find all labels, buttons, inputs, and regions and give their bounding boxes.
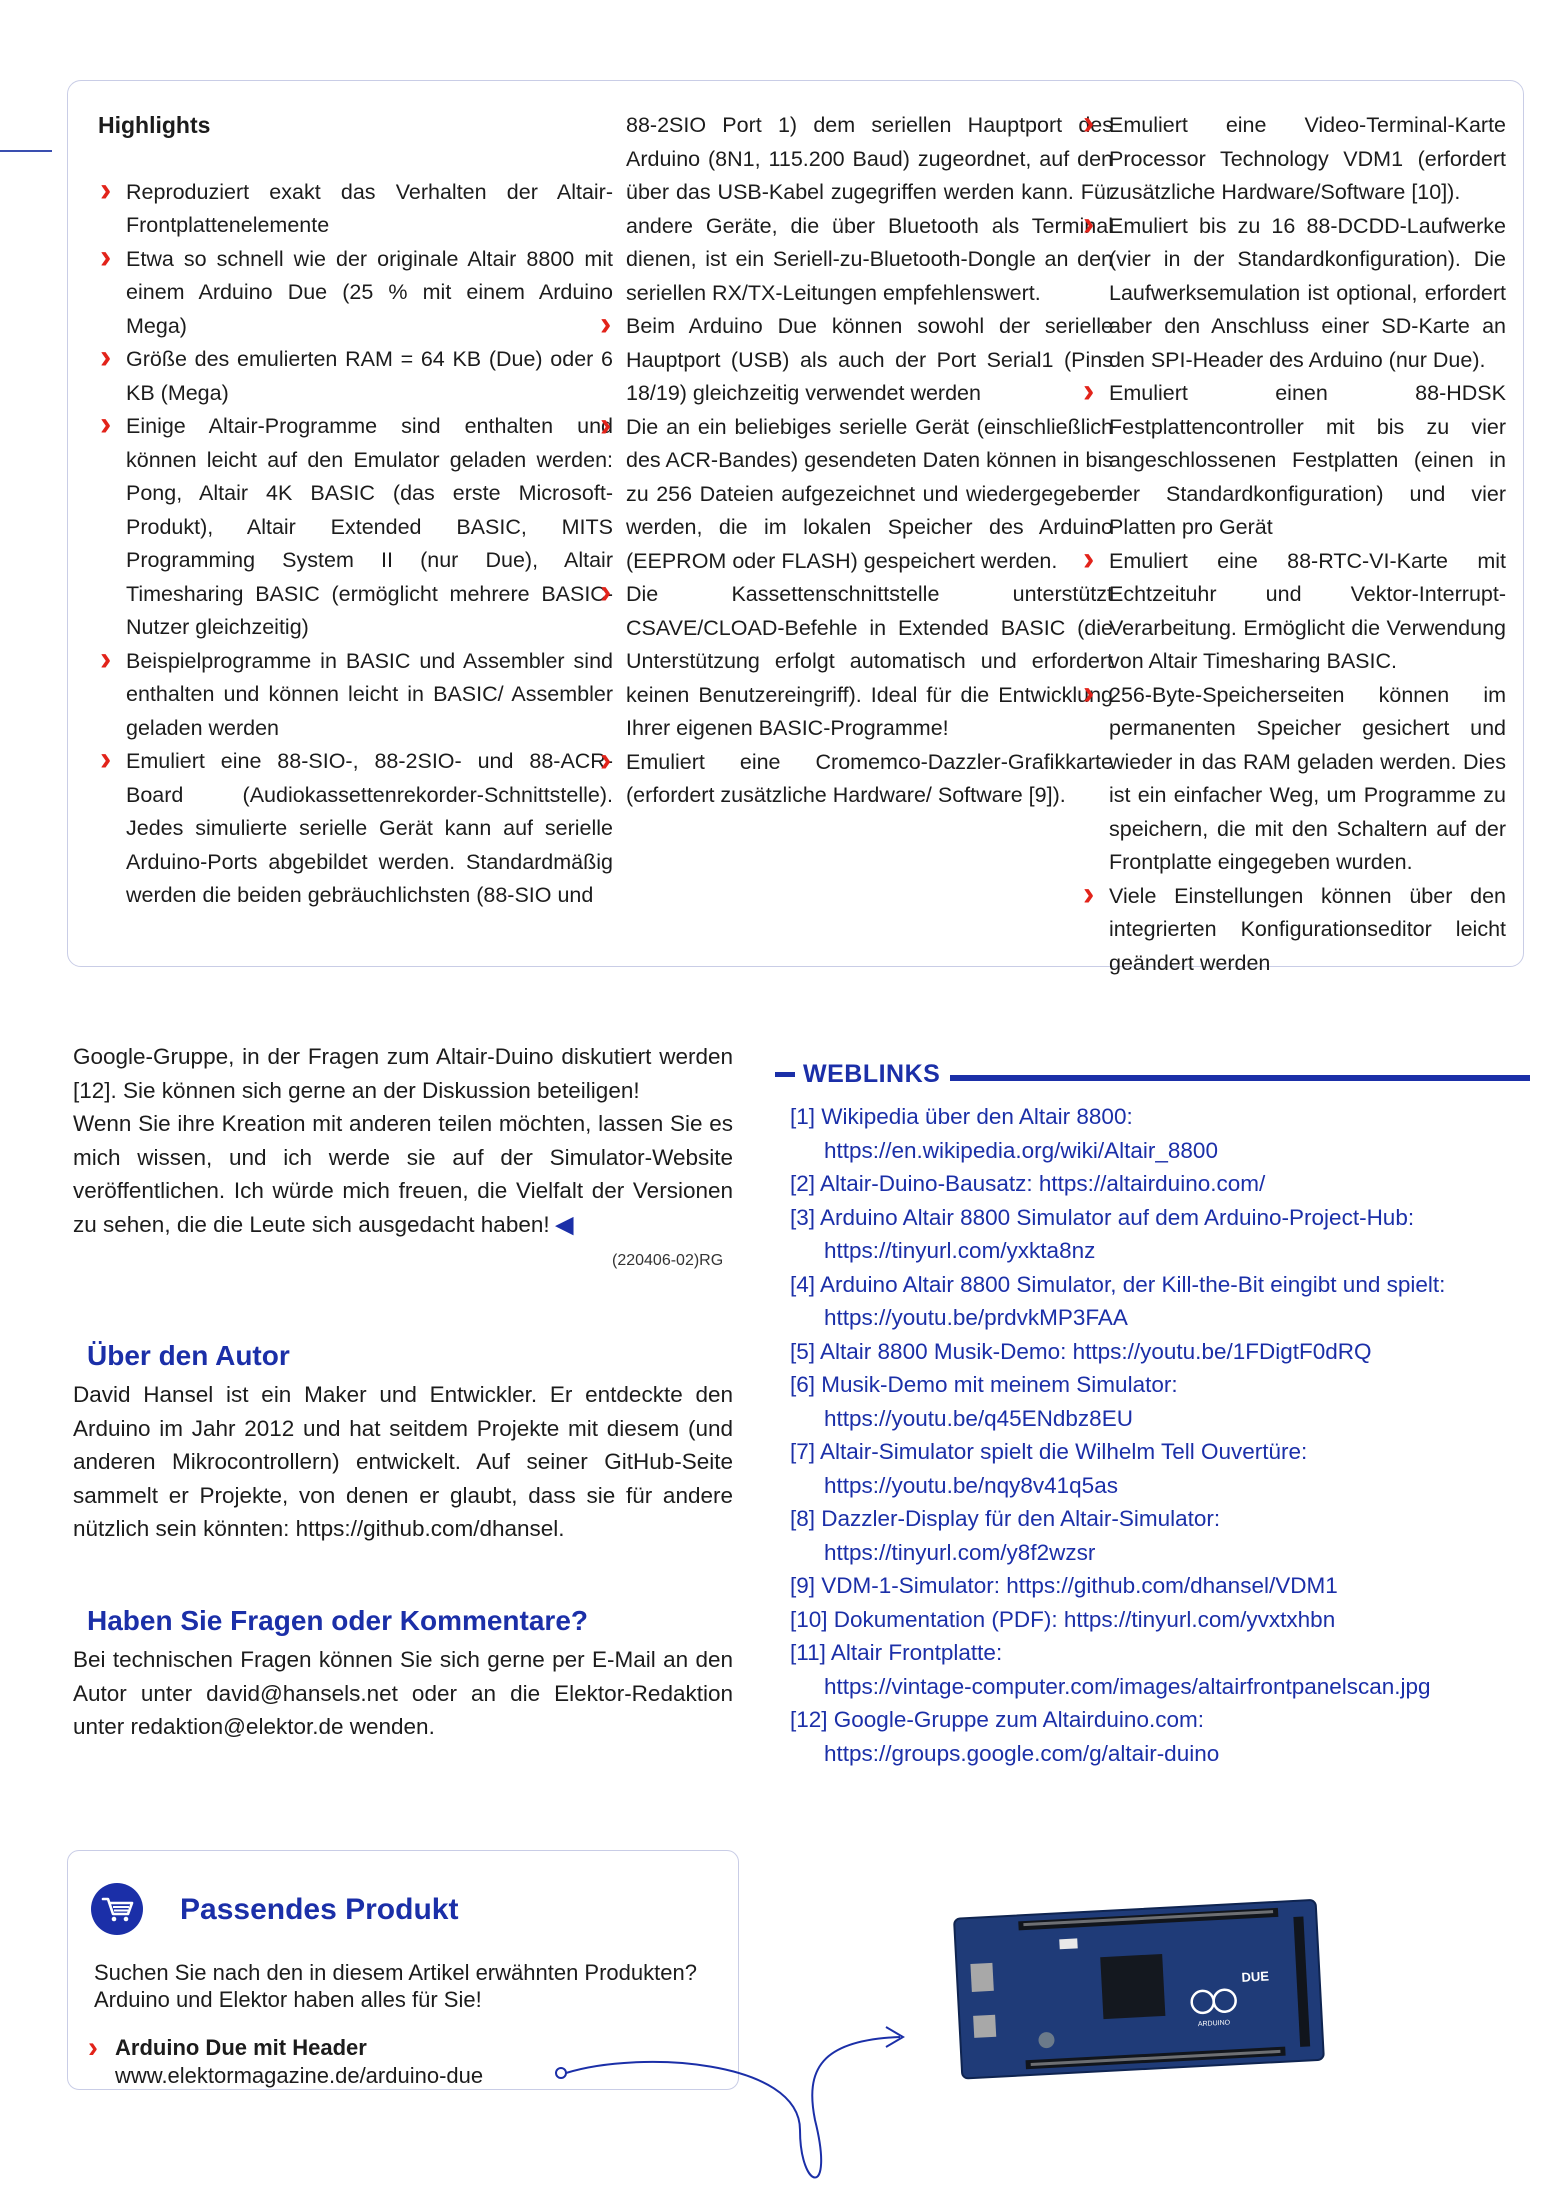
weblink-url[interactable]: https://en.wikipedia.org/wiki/Altair_8800 [824,1137,1218,1163]
author-text: David Hansel ist ein Maker und Entwickler. Er entdeckte den Arduino im Jahr 2012 und hat seitdem Projekte mit diesem (und anderen Mikrocontrollern) entwickelt. Auf seiner GitHub-Seite sammelt er Projekte, von denen er glaubt, dass sie für andere nützlich sein könnten: https://github.com/dhansel. [73,1382,733,1541]
closing-paragraph-1: Google-Gruppe, in der Fragen zum Altair-Duino diskutiert werden [12]. Sie können sich gerne an der Diskussion beteiligen! [73,1044,733,1103]
weblink-item[interactable] [790,1167,1535,1201]
highlight-item: › Emuliert eine 88-SIO-, 88-2SIO- und 88-ACR-Board (Audiokassettenrekorder-Schnittstelle). Jedes simulierte serielle Gerät kann auf serielle Arduino-Ports abgebildet werden. Standardmäßig werden die beiden gebräuchlichsten (88-SIO und [98,745,613,913]
weblink-label: [10] Dokumentation (PDF): https://tinyurl.com/yvxtxhbn [790,1606,1336,1632]
product-description: Suchen Sie nach den in diesem Artikel erwähnten Produkten? Arduino und Elektor haben alles für Sie! [94,1960,697,2012]
product-name: Arduino Due mit Header [115,2035,367,2060]
weblinks-rule [950,1075,1530,1081]
highlight-item: › Emuliert eine 88-RTC-VI-Karte mit Echtzeituhr und Vektor-Interrupt-Verarbeitung. Ermöglicht die Verwendung von Altair Timesharing BASIC. [1081,545,1506,679]
highlights-box [67,80,1524,975]
highlight-item: › Die Kassettenschnittstelle unterstützt CSAVE/CLOAD-Befehle in Extended BASIC (die Unterstützung erfolgt automatisch und erfordert keinen Benutzereingriff). Ideal für die Entwicklung Ihrer eigenen BASIC-Programme! [598,578,1113,746]
weblink-url[interactable]: https://youtu.be/nqy8v41q5as [824,1472,1118,1498]
product-link[interactable]: www.elektormagazine.de/arduino-due [115,2063,484,2088]
weblinks-list [790,1100,1535,1770]
weblink-label: [1] Wikipedia über den Altair 8800: [790,1104,1133,1129]
highlight-item: › Beim Arduino Due können sowohl der serielle Hauptport (USB) als auch der Port Serial1 (Pins 18/19) gleichzeitig verwendet werden [598,310,1113,411]
closing-paragraphs [73,1040,733,1241]
weblink-url[interactable]: https://youtu.be/q45ENdbz8EU [824,1405,1133,1431]
highlight-item: › Reproduziert exakt das Verhalten der Altair-Frontplattenelemente [98,176,613,243]
highlight-item: › Beispielprogramme in BASIC und Assembler sind enthalten und können leicht in BASIC/ Assembler geladen werden [98,645,613,746]
questions-text: Bei technischen Fragen können Sie sich gerne per E-Mail an den Autor unter david@hansels.net oder an die Elektor-Redaktion unter redaktion@elektor.de wenden. [73,1647,733,1739]
weblink-label: [7] Altair-Simulator spielt die Wilhelm Tell Ouvertüre: [790,1439,1308,1464]
board-label: DUE [1241,1968,1270,1985]
weblink-item[interactable] [790,1100,1535,1167]
weblink-item[interactable] [790,1268,1535,1335]
weblink-item[interactable] [790,1335,1535,1369]
highlights-column-1 [98,109,613,913]
weblink-item[interactable] [790,1703,1535,1770]
product-title: Passendes Produkt [180,1893,459,1926]
highlight-item: › Größe des emulierten RAM = 64 KB (Due) oder 6 KB (Mega) [98,343,613,410]
weblink-url[interactable]: https://tinyurl.com/y8f2wzsr [824,1539,1096,1565]
highlight-item: › Etwa so schnell wie der originale Altair 8800 mit einem Arduino Due (25 % mit einem Arduino Mega) [98,243,613,344]
highlight-item: › Einige Altair-Programme sind enthalten und können leicht auf den Emulator geladen werden: Pong, Altair 4K BASIC (das erste Microsoft-Produkt), Altair Extended BASIC, MITS Programming System II (nur Due), Altair Timesharing BASIC (ermöglicht mehrere BASIC-Nutzer gleichzeitig) [98,410,613,645]
weblink-label: [2] Altair-Duino-Bausatz: https://altairduino.com/ [790,1171,1266,1196]
highlights-column-3 [1081,109,1506,980]
weblink-item[interactable] [790,1636,1535,1703]
highlight-item: › Emuliert bis zu 16 88-DCDD-Laufwerke (vier in der Standardkonfiguration). Die Laufwerksemulation ist optional, erfordert aber den Anschluss einer SD-Karte an den SPI-Header des Arduino (nur Due). [1081,210,1506,378]
highlights-list-3 [1081,109,1506,980]
weblink-url[interactable]: https://tinyurl.com/yxkta8nz [824,1238,1096,1263]
weblinks-dash [775,1072,795,1077]
author-heading: Über den Autor [87,1340,290,1371]
weblink-label: [8] Dazzler-Display für den Altair-Simulator: [790,1506,1221,1531]
highlight-item: › 256-Byte-Speicherseiten können im permanenten Speicher gesichert und wieder in das RAM geladen werden. Dies ist ein einfacher Weg, um Programme zu speichern, die mit den Schaltern auf der Frontplatte eingegeben wurden. [1081,679,1506,880]
weblink-item[interactable] [790,1201,1535,1268]
questions-heading: Haben Sie Fragen oder Kommentare? [87,1605,589,1636]
weblink-item[interactable] [790,1603,1535,1637]
end-of-article-icon: ◀ [555,1211,574,1237]
left-rule [0,150,52,152]
highlight-item: › Emuliert einen 88-HDSK Festplattencontroller mit bis zu vier angeschlossenen Festplatten (einen in der Standardkonfiguration) und vier Platten pro Gerät [1081,377,1506,545]
highlight-item: › Emuliert eine Cromemco-Dazzler-Grafikkarte (erfordert zusätzliche Hardware/ Software [9]). [598,746,1113,813]
cart-icon [91,1883,143,1935]
highlight-item: › Emuliert eine Video-Terminal-Karte Processor Technology VDM1 (erfordert zusätzliche Hardware/Software [10]). [1081,109,1506,210]
weblinks-header [775,1060,1530,1089]
highlights-list-1 [98,176,613,913]
weblink-item[interactable] [790,1368,1535,1435]
weblink-label: [5] Altair 8800 Musik-Demo: https://youtu.be/1FDigtF0dRQ [790,1338,1372,1364]
highlights-column-2 [598,109,1113,813]
weblink-label: [11] Altair Frontplatte: [790,1640,1003,1665]
weblink-item[interactable] [790,1502,1535,1569]
weblinks-title: WEBLINKS [803,1060,941,1088]
chevron-right-icon: › [88,2031,98,2064]
weblink-url[interactable]: https://groups.google.com/g/altair-duino [824,1740,1220,1766]
weblink-label: [3] Arduino Altair 8800 Simulator auf dem Arduino-Project-Hub: [790,1204,1415,1230]
weblink-item[interactable] [790,1569,1535,1603]
closing-paragraph-2: Wenn Sie ihre Kreation mit anderen teilen möchten, lassen Sie es mich wissen, und ich werde sie auf der Simulator-Website veröffentlichen. Ich würde mich freuen, die Vielfalt der Versionen zu sehen, die die Leute sich ausgedacht haben! ◀ [73,1111,733,1237]
weblink-url[interactable]: https://youtu.be/prdvkMP3FAA [824,1305,1128,1330]
arduino-due-board-image [952,1895,1334,2090]
highlights-list-2 [598,310,1113,813]
highlights-title: Highlights [98,112,211,138]
highlight-item: › Die an ein beliebiges serielle Gerät (einschließlich des ACR-Bandes) gesendeten Daten können in bis zu 256 Dateien aufgezeichnet und wiedergegeben werden, die im lokalen Speicher des Arduino (EEPROM oder FLASH) gespeichert werden. [598,411,1113,579]
product-box [67,1850,739,2090]
board-brand: ARDUINO [1197,2019,1231,2029]
article-reference: (220406-02)RG [612,1252,724,1269]
highlights-continuation: 88-2SIO Port 1) dem seriellen Hauptport des Arduino (8N1, 115.200 Baud) zugeordnet, auf den über das USB-Kabel zugegriffen werden kann. Für andere Geräte, die über Bluetooth als Terminal dienen, ist ein Seriell-zu-Bluetooth-Dongle an den seriellen RX/TX-Leitungen empfehlenswert. [626,113,1113,305]
weblink-url[interactable]: https://vintage-computer.com/images/altairfrontpanelscan.jpg [824,1673,1431,1699]
highlight-item: › Viele Einstellungen können über den integrierten Konfigurationseditor leicht geändert werden [1081,880,1506,981]
weblink-label: [4] Arduino Altair 8800 Simulator, der Kill-the-Bit eingibt und spielt: [790,1271,1446,1297]
weblink-label: [9] VDM-1-Simulator: https://github.com/dhansel/VDM1 [790,1573,1338,1598]
weblink-label: [12] Google-Gruppe zum Altairduino.com: [790,1707,1204,1732]
weblink-item[interactable] [790,1435,1535,1502]
weblink-label: [6] Musik-Demo mit meinem Simulator: [790,1372,1178,1397]
